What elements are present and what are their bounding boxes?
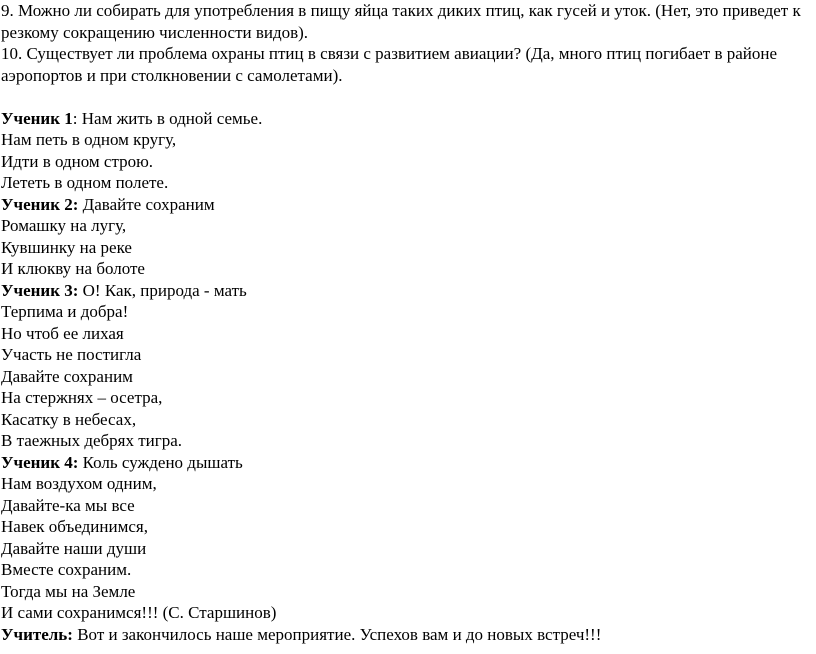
speaker-label: Ученик 4:	[1, 452, 79, 472]
poem-line	[1, 151, 806, 173]
poem-line	[1, 323, 806, 345]
line-text: Давайте наши души	[1, 538, 147, 558]
question-10: 10. Существует ли проблема охраны птиц в связи с развитием авиации? (Да, много птиц погибает в районе аэропортов и при столкновении с самолетами).	[1, 44, 778, 85]
speaker-label: Ученик 1	[1, 108, 73, 128]
line-text: Кувшинку на реке	[1, 237, 132, 257]
line-text: На стержнях – осетра,	[1, 388, 163, 407]
poem-line	[1, 581, 806, 603]
poem-line	[1, 258, 806, 280]
line-text: Нам жить в одной семье.	[81, 108, 263, 128]
poem-line	[1, 215, 806, 237]
poem-line	[1, 602, 806, 624]
line-text: Лететь в одном полете.	[1, 173, 169, 192]
line-text: Вот и закончилось наше мероприятие. Успехов вам и до новых встреч!!!	[77, 624, 602, 644]
poem-line	[1, 559, 806, 581]
poem-block	[1, 108, 806, 646]
poem-line	[1, 409, 806, 431]
speaker-label: Ученик 3:	[1, 280, 79, 300]
poem-line	[1, 495, 806, 517]
line-text: Терпима и добра!	[1, 302, 129, 321]
question-9: 9. Можно ли собирать для употребления в пищу яйца таких диких птиц, как гусей и уток. (Нет, это приведет к резкому сокращению численности видов).	[1, 1, 801, 42]
line-text: И клюкву на болоте	[1, 259, 145, 278]
poem-line	[1, 387, 806, 409]
line-text: Касатку в небесах,	[1, 409, 137, 429]
line-text: Нам петь в одном кругу,	[1, 130, 177, 149]
line-text: О! Как, природа - мать	[82, 280, 247, 300]
line-text: Давайте-ка мы все	[1, 495, 135, 515]
questions-block	[1, 0, 806, 86]
line-text: Ромашку на лугу,	[1, 216, 127, 235]
line-text: Идти в одном строю.	[1, 151, 154, 171]
line-text: Участь не постигла	[1, 345, 142, 364]
line-text: Давайте сохраним	[1, 366, 133, 386]
line-text: Вместе сохраним.	[1, 560, 132, 579]
line-text: В таежных дебрях тигра.	[1, 431, 183, 450]
poem-line	[1, 344, 806, 366]
poem-line	[1, 129, 806, 151]
speaker-label: Ученик 2:	[1, 194, 79, 214]
speaker-line	[1, 194, 806, 216]
line-text: Коль суждено дышать	[82, 452, 243, 472]
poem-line	[1, 516, 806, 538]
speaker-label: Учитель:	[1, 624, 73, 644]
line-text: Нам воздухом одним,	[1, 474, 157, 493]
line-text: Навек объединимся,	[1, 517, 148, 536]
poem-line	[1, 473, 806, 495]
speaker-separator: :	[72, 108, 82, 128]
paragraph-gap	[1, 86, 806, 108]
poem-line	[1, 301, 806, 323]
line-text: Тогда мы на Земле	[1, 581, 136, 601]
speaker-line	[1, 280, 806, 302]
poem-line	[1, 366, 806, 388]
speaker-line	[1, 452, 806, 474]
line-text: Но чтоб ее лихая	[1, 323, 124, 343]
poem-line	[1, 430, 806, 452]
line-text: Давайте сохраним	[82, 194, 215, 214]
poem-line	[1, 237, 806, 259]
poem-line	[1, 172, 806, 194]
line-text: И сами сохранимся!!! (С. Старшинов)	[1, 603, 277, 622]
poem-line	[1, 538, 806, 560]
speaker-line	[1, 108, 806, 130]
speaker-line	[1, 624, 806, 646]
